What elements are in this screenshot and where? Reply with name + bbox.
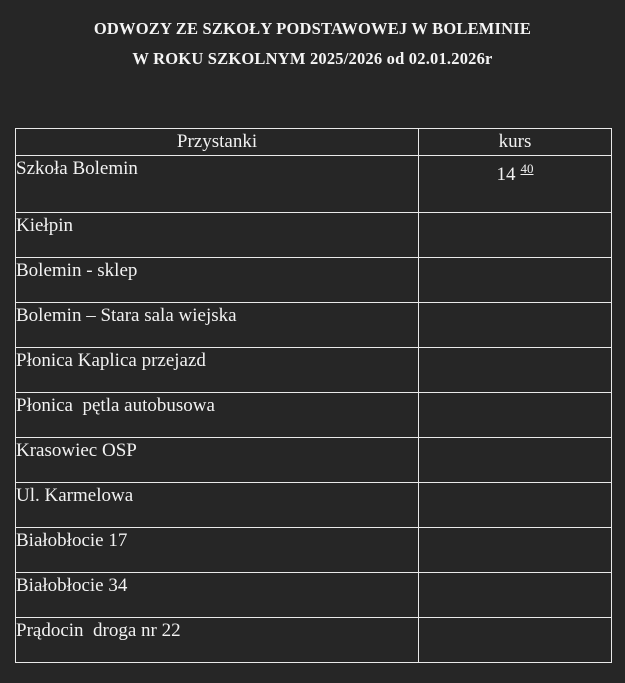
stop-cell: Płonica Kaplica przejazd	[16, 348, 419, 393]
stop-cell: Szkoła Bolemin	[16, 156, 419, 213]
kurs-cell	[419, 303, 612, 348]
table-row	[16, 303, 612, 348]
table-body	[16, 156, 612, 663]
kurs-cell	[419, 156, 612, 213]
kurs-cell	[419, 258, 612, 303]
table-row	[16, 348, 612, 393]
header-kurs: kurs	[419, 129, 612, 156]
stop-cell: Bolemin - sklep	[16, 258, 419, 303]
table-row	[16, 258, 612, 303]
stop-cell: Białobłocie 34	[16, 573, 419, 618]
stop-cell: Krasowiec OSP	[16, 438, 419, 483]
document-title	[0, 0, 625, 74]
table-row	[16, 438, 612, 483]
table-row	[16, 573, 612, 618]
table-header	[16, 129, 612, 156]
stop-cell: Ul. Karmelowa	[16, 483, 419, 528]
stop-cell: Płonica pętla autobusowa	[16, 393, 419, 438]
kurs-cell	[419, 438, 612, 483]
kurs-cell	[419, 528, 612, 573]
table-row	[16, 393, 612, 438]
kurs-hour: 14	[496, 164, 516, 185]
stop-cell: Kiełpin	[16, 213, 419, 258]
stop-cell: Białobłocie 17	[16, 528, 419, 573]
title-line-2: W ROKU SZKOLNYM 2025/2026 od 02.01.2026r	[132, 49, 493, 68]
kurs-minute: 40	[520, 161, 534, 176]
stop-cell: Bolemin – Stara sala wiejska	[16, 303, 419, 348]
kurs-cell	[419, 618, 612, 663]
kurs-cell	[419, 483, 612, 528]
table-row	[16, 213, 612, 258]
title-line-1: ODWOZY ZE SZKOŁY PODSTAWOWEJ W BOLEMINIE	[93, 19, 532, 38]
kurs-cell	[419, 393, 612, 438]
header-row	[16, 129, 612, 156]
table-row	[16, 156, 612, 213]
table-row	[16, 483, 612, 528]
header-stops: Przystanki	[16, 129, 419, 156]
stop-cell: Prądocin droga nr 22	[16, 618, 419, 663]
kurs-cell	[419, 213, 612, 258]
kurs-cell	[419, 348, 612, 393]
table-row	[16, 528, 612, 573]
departures-table	[15, 128, 612, 663]
kurs-cell	[419, 573, 612, 618]
table-row	[16, 618, 612, 663]
